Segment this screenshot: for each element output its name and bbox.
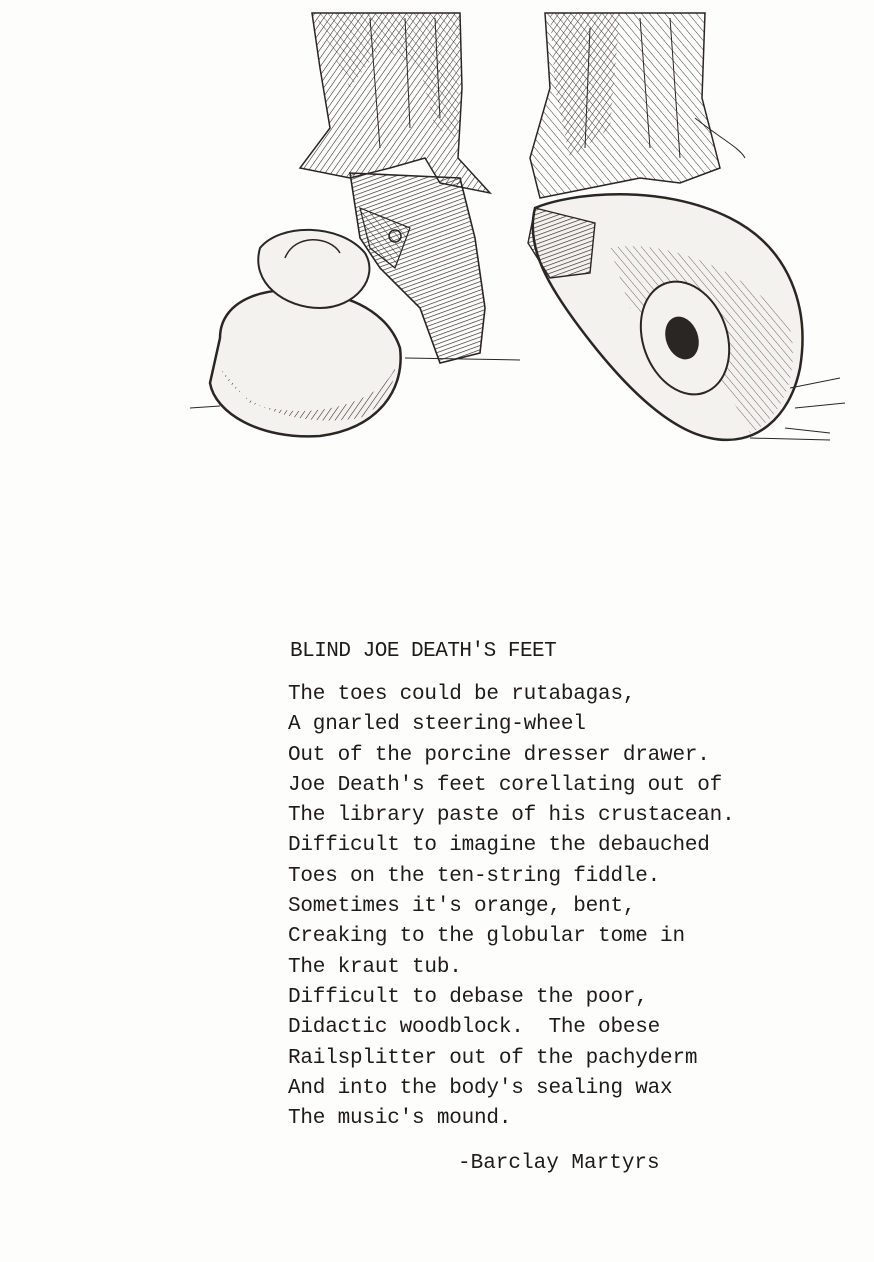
- feet-illustration: [190, 8, 850, 448]
- poem-line: The toes could be rutabagas,: [288, 683, 636, 706]
- poem-line: Sometimes it's orange, bent,: [288, 895, 636, 919]
- left-leg: [300, 13, 490, 193]
- poem-line: Didactic woodblock. The obese: [288, 1016, 661, 1040]
- right-leg: [530, 13, 745, 198]
- poem-line: Joe Death's feet corellating out of: [288, 773, 723, 797]
- right-shoe: [528, 194, 845, 440]
- poem-line: The kraut tub.: [288, 955, 462, 979]
- poem-line: Difficult to debase the poor,: [288, 985, 648, 1009]
- poem: [288, 640, 848, 1134]
- poem-line: And into the body's sealing wax: [288, 1076, 673, 1100]
- poem-line: Out of the porcine dresser drawer.: [288, 743, 710, 767]
- poem-line: A gnarled steering-wheel: [288, 713, 586, 737]
- poem-line: Creaking to the globular tome in: [288, 925, 685, 949]
- poem-line: The library paste of his crustacean.: [288, 804, 735, 828]
- poem-lines: [288, 680, 848, 1134]
- poem-line: Railsplitter out of the pachyderm: [288, 1046, 698, 1070]
- poem-line: Toes on the ten-string fiddle.: [288, 864, 661, 888]
- poem-line: The music's mound.: [288, 1107, 512, 1131]
- poem-line: Difficult to imagine the debauched: [288, 834, 710, 858]
- left-shoe: [210, 173, 485, 436]
- poem-title: BLIND JOE DEATH'S FEET: [290, 640, 557, 663]
- poem-author: -Barclay Martyrs: [458, 1152, 660, 1175]
